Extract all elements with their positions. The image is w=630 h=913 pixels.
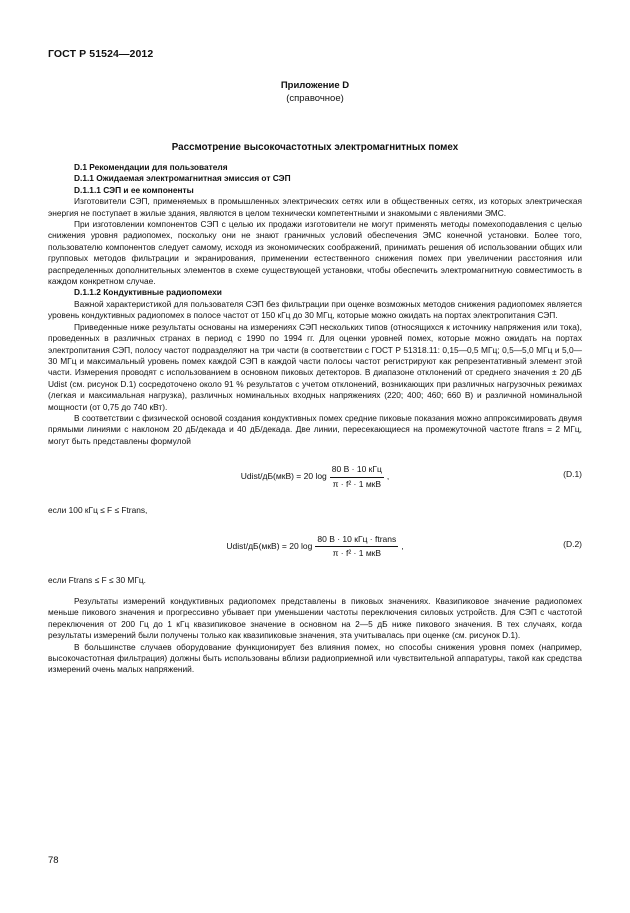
- formula-lhs: Udist/дБ(мкВ) = 20 log: [240, 471, 327, 482]
- formula-tail: ,: [386, 471, 390, 482]
- paragraph: Результаты измерений кондуктивных радиопомех представлены в пиковых значениях. Квазипиковое значение радиопомех меньше пикового значения и прогрессивно убывает при уменьшении частоты переключения силовых устройств. Для СЭП с частотой переключения от 200 Гц до 1 кГц квазипиковое значение в основном на 2—5 дБ ниже пикового значения. В тех случаях, когда результаты измерений были получены только как квазипиковые значения, эта учитывалась при оценке (см. рисунок D.1).: [48, 595, 582, 641]
- formula-denominator: π · f² · 1 мкВ: [332, 548, 382, 559]
- standard-header: ГОСТ Р 51524—2012: [48, 48, 154, 60]
- formula-lhs: Udist/дБ(мкВ) = 20 log: [226, 540, 313, 551]
- paragraph: В соответствии с физической основой создания кондуктивных помех средние пиковые показания можно аппроксимировать двумя прямыми линиями с наклоном 20 дБ/декада и 40 дБ/декада. Две линии, пересекающиеся на промежуточной частоте ftrans = 2 МГц, могут быть представлены формулой: [48, 412, 582, 446]
- formula-condition: если 100 кГц ≤ F ≤ Ftrans,: [48, 505, 148, 516]
- formula-numerator: 80 В · 10 кГц: [330, 464, 384, 477]
- formula-fraction: [315, 534, 398, 560]
- document-body: [48, 162, 582, 676]
- formula-denominator: π · f² · 1 мкВ: [332, 478, 382, 489]
- heading-d1: D.1 Рекомендации для пользователя: [74, 162, 228, 172]
- formula-d2: [48, 527, 582, 567]
- paragraph: При изготовлении компонентов СЭП с целью их продажи изготовители не могут применять методы помехоподавления с целью снижения уровня радиопомех, поскольку они не знают граничных условий обеспечения ЭМС конечной установки. Более того, пользователю компонентов следует самому, исходя из экономических соображений, принимать решения об использовании общих или групповых методов фильтрации и экранирования, применении естественного снижения помех при увеличении расстояния или распределенных дополнительных элементов в схеме существующей установки, чтобы обеспечить электромагнитную совместимость в каждом конкретном случае.: [48, 219, 582, 287]
- formula-condition: если Ftrans ≤ F ≤ 30 МГц.: [48, 574, 146, 585]
- paragraph: Важной характеристикой для пользователя СЭП без фильтрации при оценке возможных методов снижения радиопомех является уровень кондуктивных радиопомех в полосе частот от 150 кГц до 30 МГц, которые можно ожидать на портах электропитания СЭП.: [48, 298, 582, 321]
- section-title: Рассмотрение высокочастотных электромагнитных помех: [171, 142, 459, 153]
- paragraph: Изготовители СЭП, применяемых в промышленных электрических сетях или в общественных сетях, из которых электрическая энергия не поступает в жилые здания, являются в целом технически компетентными и знакомыми с явлениями ЭМС.: [48, 196, 582, 218]
- heading-d1-1: D.1.1 Ожидаемая электромагнитная эмиссия от СЭП: [74, 173, 291, 184]
- formula-number: (D.1): [563, 469, 582, 480]
- heading-d1-1-2: D.1.1.2 Кондуктивные радиопомехи: [74, 287, 222, 298]
- formula-number: (D.2): [563, 538, 582, 549]
- heading-d1-1-1: D.1.1.1 СЭП и ее компоненты: [74, 184, 194, 195]
- appendix-note: (справочное): [286, 93, 344, 104]
- formula-fraction: [330, 464, 384, 490]
- appendix-title: Приложение D: [280, 80, 350, 91]
- formula-tail: ,: [401, 540, 404, 551]
- page-number: 78: [48, 855, 59, 866]
- formula-numerator: 80 В · 10 кГц · ftrans: [315, 534, 398, 547]
- paragraph: Приведенные ниже результаты основаны на измерениях СЭП нескольких типов (относящихся к источнику напряжения или тока), проведенных в различных странах в период с 1990 по 1994 гг. Для оценки уровней помех, которые можно ожидать на портах электропитания СЭП, полосу частот подразделяют на три части (в соответствии с ГОСТ Р 51318.11: 0,15—0,5 МГц; 0,5—5,0 МГц и 5,0—30 МГц и максимальный уровень помех каждой СЭП в каждой части полосы частот регистрируют как репрезентативный элемент этой части. Измерения проводят с использованием в основном пиковых детекторов. В диапазоне отклонений от среднего значения ± 20 дБ Udist (см. рисунок D.1) сосредоточено около 91 % результатов с учетом отклонений, возникающих при различных нагрузочных режимах (легкая и максимальная нагрузка), различных номинальных входных напряжениях (220; 400; 460; 660 В) и различной номинальной мощности (от 0,75 до 740 кВт).: [48, 321, 582, 412]
- paragraph: В большинстве случаев оборудование функционирует без влияния помех, но способы снижения уровня помех (например, высокочастотная фильтрация) должны быть использованы вблизи радиоприемной или чувствительной аппаратуры, такой как средства измерений очень малых напряжений.: [48, 641, 582, 675]
- formula-d1: [48, 457, 582, 497]
